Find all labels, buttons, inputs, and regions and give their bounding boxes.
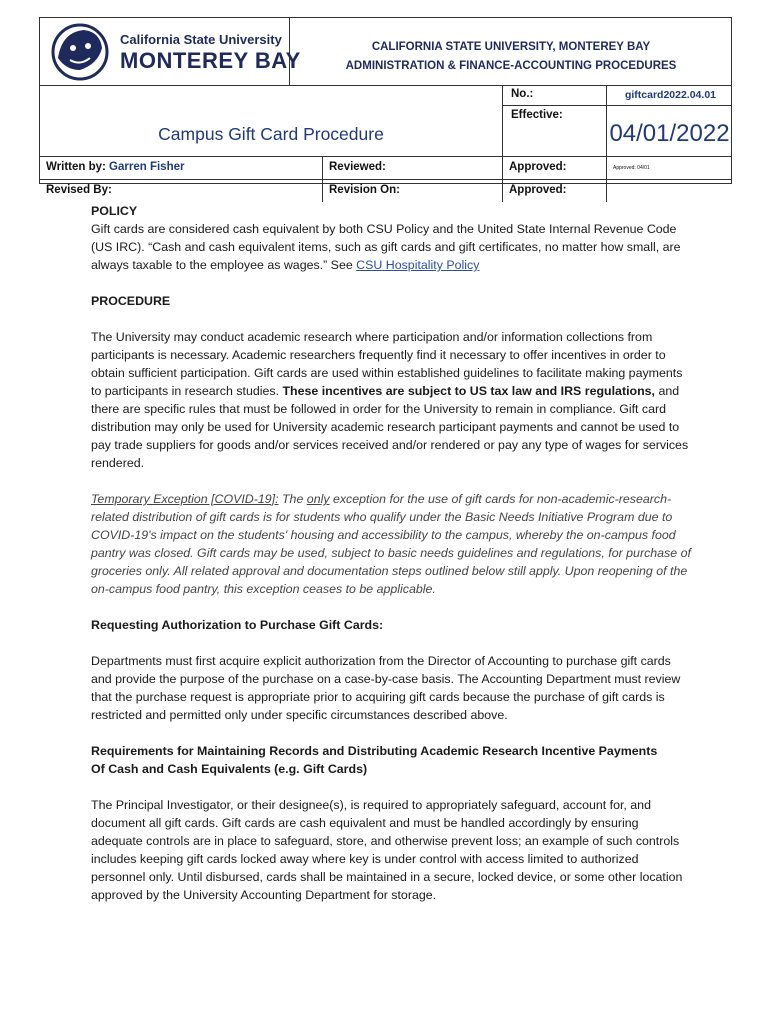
procedure-paragraph (91, 328, 691, 472)
org-line1: CALIFORNIA STATE UNIVERSITY, MONTEREY BAY (371, 41, 651, 53)
requesting-heading: Requesting Authorization to Purchase Gift Cards: (91, 618, 384, 632)
policy-paragraph (91, 220, 691, 274)
approved-value: Approved: 04/01 (613, 165, 650, 171)
requesting-paragraph: Departments must first acquire explicit authorization from the Director of Accounting to purchase gift cards and provide the purpose of the purchase on a case-by-case basis. The Accounting Department must review that the purchase request is appropriate prior to acquiring gift cards because the purchase of gift cards is restricted and permitted only under specific circumstances described above. (91, 654, 681, 722)
effective-label: Effective: (503, 106, 607, 156)
header-table (39, 17, 732, 196)
written-by-value: Garren Fisher (109, 161, 185, 173)
exception-only: only (306, 492, 330, 506)
revision-on-label: Revision On: (323, 180, 503, 202)
approved2-label: Approved: (503, 180, 607, 202)
procedure-text-bold: These incentives are subject to US tax law and IRS regulations, (282, 384, 655, 398)
approved2-value (607, 180, 732, 202)
policy-heading: POLICY (91, 204, 138, 218)
maintaining-paragraph: The Principal Investigator, or their designee(s), is required to appropriately safeguard, account for, and document all gift cards. Gift cards are cash equivalent and must be handled accordingly by ensuring adequate controls are in place to safeguard, store, and otherwise prevent loss; an example of such controls includes keeping gift cards locked away where key is under control with access limited to authorized personnel only. Until disbursed, cards shall be maintained in a secure, locked device, or some other location approved by the University Accounting Department for storage. (91, 798, 683, 902)
org-heading (290, 18, 732, 86)
title-cell (40, 86, 503, 156)
exception-text-a: The (278, 492, 307, 506)
reviewed-label: Reviewed: (323, 157, 503, 179)
written-by-label: Written by: (46, 161, 106, 173)
maintaining-heading-line2: Of Cash and Cash Equivalents (e.g. Gift Cards) (91, 762, 368, 776)
revised-by-label: Revised By: (40, 180, 323, 202)
exception-text-b: exception for the use of gift cards for non-academic-research-related distribution of gift cards is for students who qualify under the Basic Needs Initiative Program due to COVID-19's impact on the students' housing and accessibility to the campus, whereby the on-campus food pantry was closed. Gift cards may be used, subject to basic needs guidelines and regulations, for purchase of groceries only. All related approval and documentation steps outlined below still apply. Upon reopening of the on-campus food pantry, this exception ceases to be applicable. (91, 492, 691, 596)
org-line2: ADMINISTRATION & FINANCE-ACCOUNTING PROCEDURES (345, 60, 677, 72)
document-title: Campus Gift Card Procedure (158, 124, 384, 144)
policy-text: Gift cards are considered cash equivalent by both CSU Policy and the United State Internal Revenue Code (US IRC). “Cash and cash equivalent items, such as gift cards and gift certificates, no matter how small, are always taxable to the employee as wages.” See (91, 222, 681, 272)
effective-date: 04/01/2022 (609, 120, 730, 147)
header-row-revised (40, 179, 732, 202)
approved-label: Approved: (503, 157, 607, 179)
procedure-text-c: and there are specific rules that must be followed in order for the University to remain in compliance. Gift card distribution may only be used for University academic research participant payments and cannot be used to pay trade suppliers for goods and/or services received and/or rendered or pay any type of wages for services rendered. (91, 384, 689, 470)
procedure-text-a: The University may conduct academic research where participation and/or information collections from participants is necessary. Academic researchers frequently find it necessary to offer incentives in order to obtain sufficient participation. Gift cards are used within established guidelines to facilitate making payments to participants in research studies. (91, 330, 683, 398)
number-value: giftcard2022.04.01 (607, 86, 732, 106)
covid-exception-paragraph (91, 490, 691, 598)
written-by-cell (40, 157, 323, 179)
university-logo (40, 18, 301, 86)
header-row-written (40, 156, 732, 179)
csu-hospitality-policy-link[interactable]: CSU Hospitality Policy (356, 258, 480, 272)
procedure-heading: PROCEDURE (91, 294, 171, 308)
logo-line1: California State University (120, 32, 282, 47)
maintaining-heading-line1: Requirements for Maintaining Records and Distributing Academic Research Incentive Payments (91, 744, 658, 758)
document-body (91, 202, 691, 922)
number-label: No.: (503, 86, 607, 106)
exception-label: Temporary Exception [COVID-19]: (91, 492, 279, 506)
maintaining-heading (91, 742, 691, 778)
logo-line2: MONTEREY BAY (120, 48, 301, 73)
